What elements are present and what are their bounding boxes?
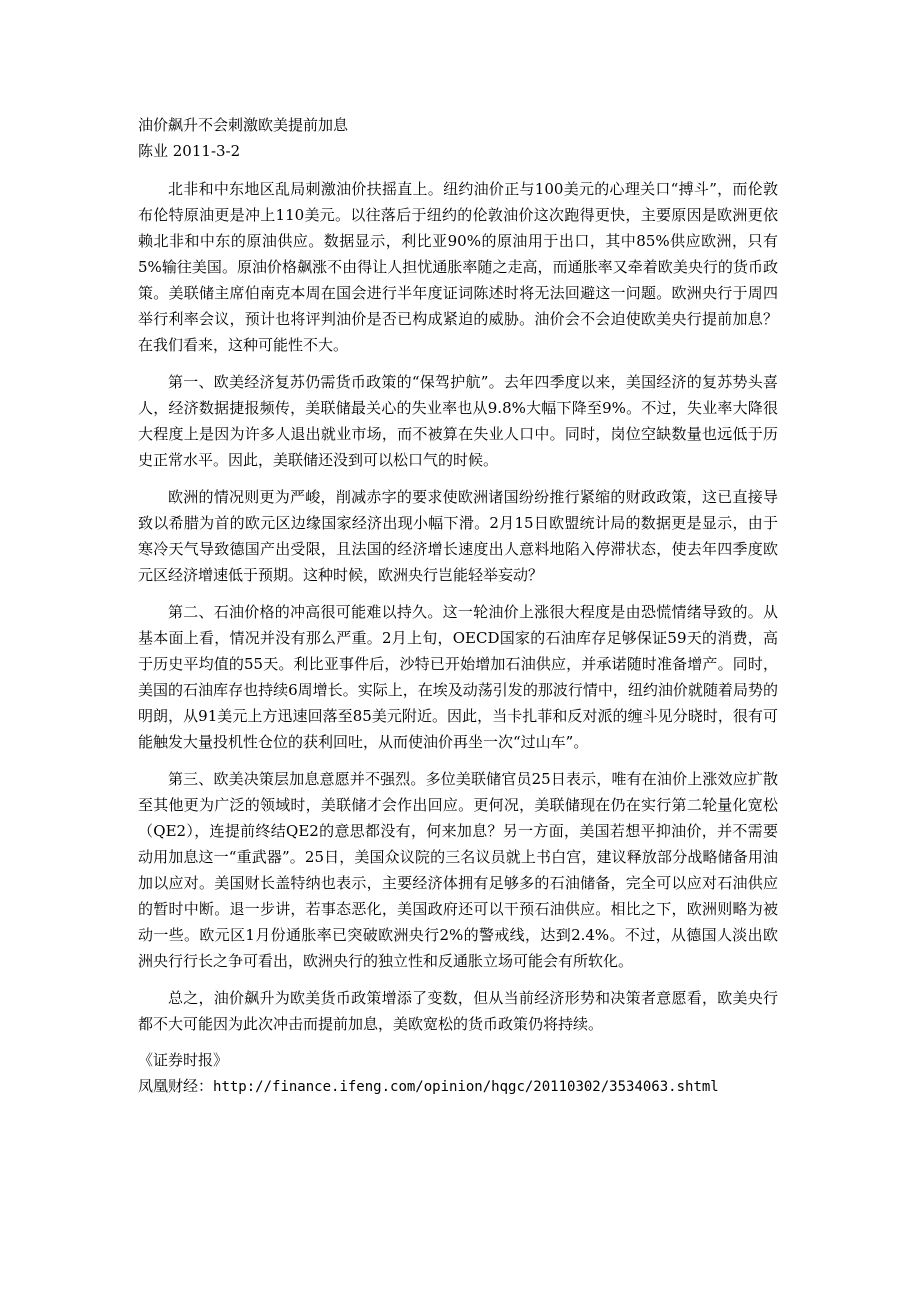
paragraph-point-one: 第一、欧美经济复苏仍需货币政策的“保驾护航”。去年四季度以来，美国经济的复苏势头喜人，经济数据捷报频传，美联储最关心的失业率也从9.8%大幅下降至9%。不过，失业率大降很大程度上是因为许多人退出就业市场，而不被算在失业人口中。同时，岗位空缺数量也远低于历史正常水平。因此，美联储还没到可以松口气的时候。: [138, 373, 778, 469]
source-url[interactable]: http://finance.ifeng.com/opinion/hqgc/20110302/3534063.shtml: [213, 1079, 719, 1095]
article-byline: 陈业 2011-3-2: [138, 142, 241, 160]
paragraph-point-three: 第三、欧美决策层加息意愿并不强烈。多位美联储官员25日表示，唯有在油价上涨效应扩散至其他更为广泛的领域时，美联储才会作出回应。更何况，美联储现在仍在实行第二轮量化宽松（QE2），连提前终结QE2的意思都没有，何来加息？另一方面，美国若想平抑油价，并不需要动用加息这一“重武器”。25日，美国众议院的三名议员就上书白宫，建议释放部分战略储备用油加以应对。美国财长盖特纳也表示，主要经济体拥有足够多的石油储备，完全可以应对石油供应的暂时中断。退一步讲，若事态恶化，美国政府还可以干预石油供应。相比之下，欧洲则略为被动一些。欧元区1月份通胀率已突破欧洲央行2%的警戒线，达到2.4%。不过，从德国人淡出欧洲央行行长之争可看出，欧洲央行的独立性和反通胀立场可能会有所软化。: [138, 770, 778, 970]
article-title: 油价飙升不会刺激欧美提前加息: [138, 116, 349, 134]
article-source: 《证券时报》: [138, 1051, 229, 1069]
paragraph-europe: 欧洲的情况则更为严峻，削减赤字的要求使欧洲诸国纷纷推行紧缩的财政政策，这已直接导致以希腊为首的欧元区边缘国家经济出现小幅下滑。2月15日欧盟统计局的数据更是显示，由于寒冷天气导致德国产出受限，且法国的经济增长速度出人意料地陷入停滞状态，使去年四季度欧元区经济增速低于预期。这种时候，欧洲央行岂能轻举妄动？: [138, 488, 778, 584]
paragraph-intro: 北非和中东地区乱局刺激油价扶摇直上。纽约油价正与100美元的心理关口“搏斗”，而伦敦布伦特原油更是冲上110美元。以往落后于纽约的伦敦油价这次跑得更快，主要原因是欧洲更依赖北非和中东的原油供应。数据显示，利比亚90%的原油用于出口，其中85%供应欧洲，只有5%输往美国。原油价格飙涨不由得让人担忧通胀率随之走高，而通胀率又牵着欧美央行的货币政策。美联储主席伯南克本周在国会进行半年度证词陈述时将无法回避这一问题。欧洲央行于周四举行利率会议，预计也将评判油价是否已构成紧迫的威胁。油价会不会迫使欧美央行提前加息？在我们看来，这种可能性不大。: [138, 180, 778, 354]
article-link-line: [138, 1073, 778, 1100]
link-label: 凤凰财经：: [138, 1077, 214, 1095]
document-page: [138, 112, 778, 1100]
paragraph-point-two: 第二、石油价格的冲高很可能难以持久。这一轮油价上涨很大程度是由恐慌情绪导致的。从基本面上看，情况并没有那么严重。2月上旬，OECD国家的石油库存足够保证59天的消费，高于历史平均值的55天。利比亚事件后，沙特已开始增加石油供应，并承诺随时准备增产。同时，美国的石油库存也持续6周增长。实际上，在埃及动荡引发的那波行情中，纽约油价就随着局势的明朗，从91美元上方迅速回落至85美元附近。因此，当卡扎菲和反对派的缠斗见分晓时，很有可能触发大量投机性仓位的获利回吐，从而使油价再坐一次“过山车”。: [138, 603, 778, 751]
paragraph-conclusion: 总之，油价飙升为欧美货币政策增添了变数，但从当前经济形势和决策者意愿看，欧美央行都不大可能因为此次冲击而提前加息，美欧宽松的货币政策仍将持续。: [138, 989, 778, 1033]
